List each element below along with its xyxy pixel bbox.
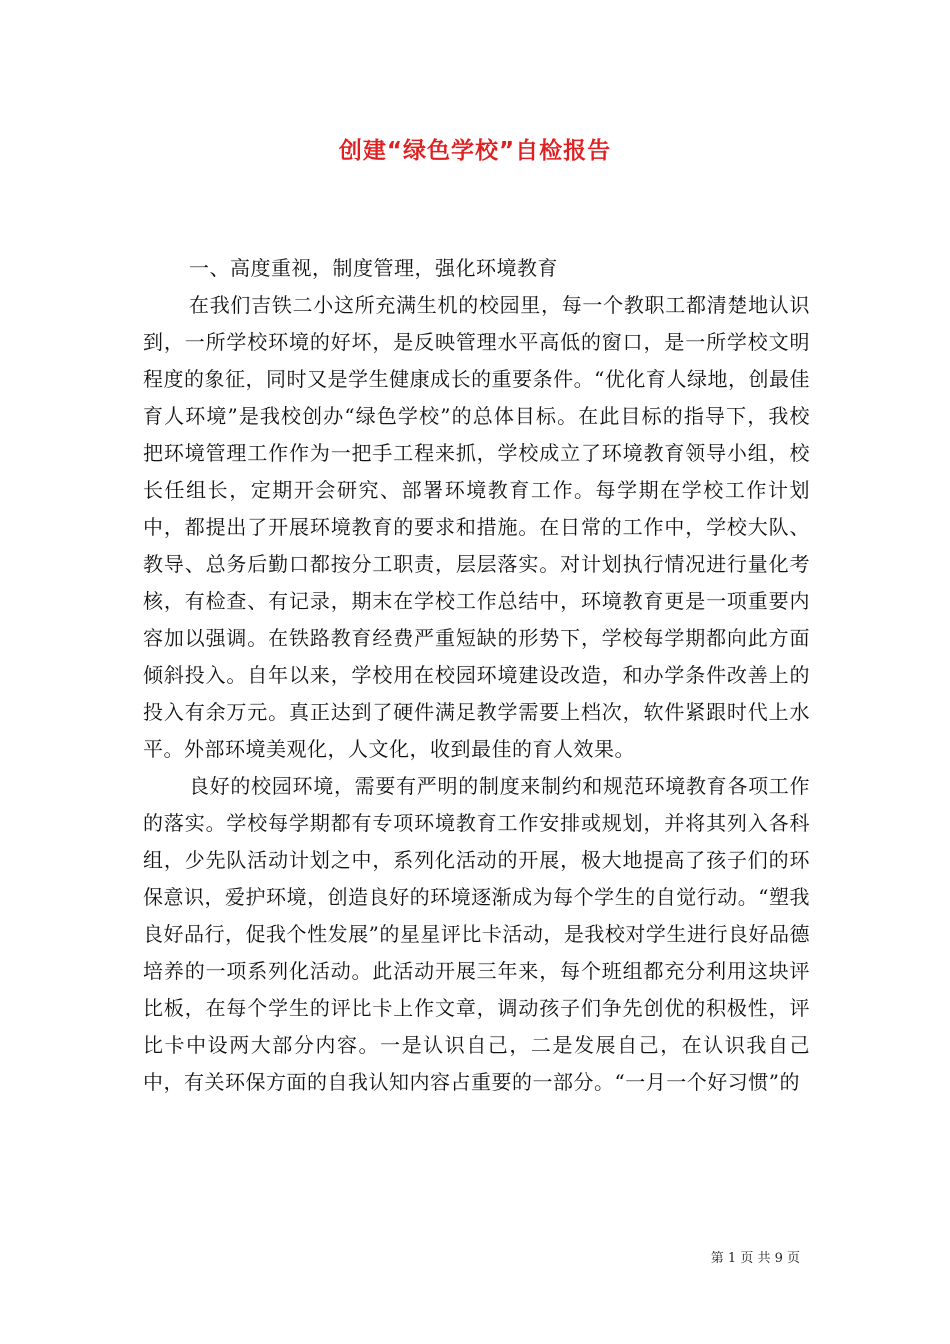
- paragraph-2: 良好的校园环境，需要有严明的制度来制约和规范环境教育各项工作的落实。学校每学期都有专项环境教育工作安排或规划，并将其列入各科组，少先队活动计划之中，系列化活动的开展，极大地提高了孩子们的环保意识，爱护环境，创造良好的环境逐渐成为每个学生的自觉行动。“塑我良好品行，促我个性发展”的星星评比卡活动，是我校对学生进行良好品德培养的一项系列化活动。此活动开展三年来，每个班组都充分利用这块评比板，在每个学生的评比卡上作文章，调动孩子们争先创优的积极性，评比卡中设两大部分内容。一是认识自己，二是发展自己，在认识我自己中，有关环保方面的自我认知内容占重要的一部分。“一月一个好习惯”的: [143, 774, 810, 1094]
- section-heading: 一、高度重视，制度管理，强化环境教育: [189, 256, 558, 280]
- paragraph-1: 在我们吉铁二小这所充满生机的校园里，每一个教职工都清楚地认识到，一所学校环境的好坏，是反映管理水平高低的窗口，是一所学校文明程度的象征，同时又是学生健康成长的重要条件。“优化育人绿地，创最佳育人环境”是我校创办“绿色学校”的总体目标。在此目标的指导下，我校把环境管理工作作为一把手工程来抓，学校成立了环境教育领导小组，校长任组长，定期开会研究、部署环境教育工作。每学期在学校工作计划中，都提出了开展环境教育的要求和措施。在日常的工作中，学校大队、教导、总务后勤口都按分工职责，层层落实。对计划执行情况进行量化考核，有检查、有记录，期末在学校工作总结中，环境教育更是一项重要内容加以强调。在铁路教育经费严重短缺的形势下，学校每学期都向此方面倾斜投入。自年以来，学校用在校园环境建设改造，和办学条件改善上的投入有余万元。真正达到了硬件满足教学需要上档次，软件紧跟时代上水平。外部环境美观化，人文化，收到最佳的育人效果。: [143, 293, 810, 761]
- document-title: 创建“绿色学校”自检报告: [338, 138, 612, 164]
- page-number: 第 1 页 共 9 页: [710, 1251, 800, 1266]
- document-body: [143, 250, 810, 1101]
